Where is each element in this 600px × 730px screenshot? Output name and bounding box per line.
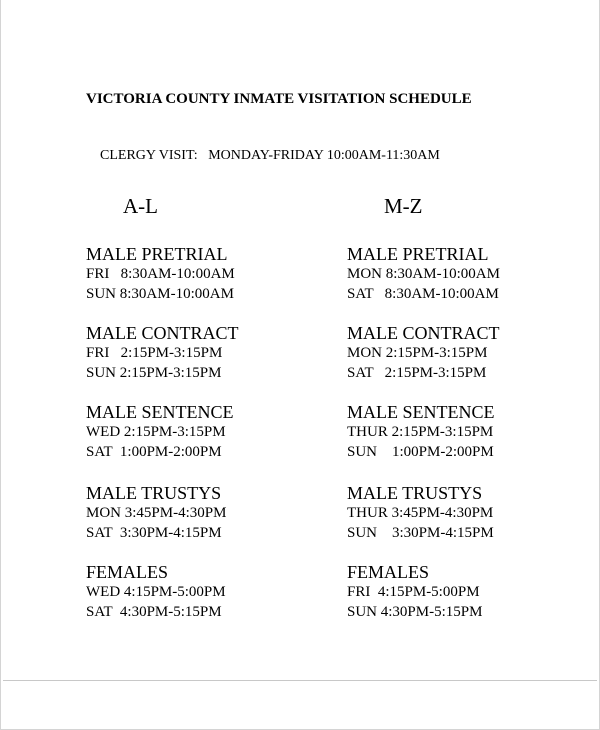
schedule-group	[347, 562, 482, 622]
schedule-line: FRI 2:15PM-3:15PM	[86, 345, 223, 361]
schedule-line: SUN 1:00PM-2:00PM	[347, 444, 494, 460]
schedule-line: THUR 2:15PM-3:15PM	[347, 424, 494, 440]
group-heading: MALE PRETRIAL	[347, 244, 489, 264]
group-heading: FEMALES	[86, 562, 169, 582]
schedule-group	[86, 483, 226, 543]
schedule-line: THUR 3:45PM-4:30PM	[347, 505, 494, 521]
group-heading: MALE CONTRACT	[347, 323, 500, 343]
group-heading: MALE TRUSTYS	[86, 483, 222, 503]
schedule-line: SUN 2:15PM-3:15PM	[86, 365, 222, 381]
schedule-line: FRI 8:30AM-10:00AM	[86, 266, 235, 282]
schedule-line: SAT 4:30PM-5:15PM	[86, 604, 222, 620]
schedule-line: WED 4:15PM-5:00PM	[86, 584, 226, 600]
column-heading-m-z: M-Z	[384, 194, 423, 218]
clergy-visit-line: CLERGY VISIT: MONDAY-FRIDAY 10:00AM-11:30AM	[100, 148, 440, 163]
schedule-line: MON 3:45PM-4:30PM	[86, 505, 227, 521]
schedule-line: FRI 4:15PM-5:00PM	[347, 584, 480, 600]
schedule-line: SUN 8:30AM-10:00AM	[86, 286, 234, 302]
schedule-group	[347, 402, 495, 462]
group-heading: MALE CONTRACT	[86, 323, 239, 343]
schedule-line: SAT 8:30AM-10:00AM	[347, 286, 499, 302]
schedule-line: WED 2:15PM-3:15PM	[86, 424, 226, 440]
group-heading: FEMALES	[347, 562, 430, 582]
schedule-group	[86, 323, 239, 383]
schedule-group	[86, 244, 235, 304]
page-divider	[3, 680, 597, 681]
document-title: VICTORIA COUNTY INMATE VISITATION SCHEDULE	[86, 91, 472, 107]
group-heading: MALE TRUSTYS	[347, 483, 483, 503]
schedule-line: MON 8:30AM-10:00AM	[347, 266, 500, 282]
group-heading: MALE SENTENCE	[86, 402, 234, 422]
schedule-line: SUN 3:30PM-4:15PM	[347, 525, 494, 541]
schedule-group	[86, 402, 234, 462]
schedule-line: SAT 1:00PM-2:00PM	[86, 444, 222, 460]
schedule-group	[347, 323, 500, 383]
schedule-group	[347, 483, 494, 543]
schedule-group	[347, 244, 500, 304]
schedule-group	[86, 562, 226, 622]
group-heading: MALE PRETRIAL	[86, 244, 228, 264]
schedule-line: SUN 4:30PM-5:15PM	[347, 604, 483, 620]
schedule-line: SAT 3:30PM-4:15PM	[86, 525, 222, 541]
schedule-line: SAT 2:15PM-3:15PM	[347, 365, 487, 381]
group-heading: MALE SENTENCE	[347, 402, 495, 422]
schedule-line: MON 2:15PM-3:15PM	[347, 345, 488, 361]
column-heading-a-l: A-L	[123, 194, 158, 218]
